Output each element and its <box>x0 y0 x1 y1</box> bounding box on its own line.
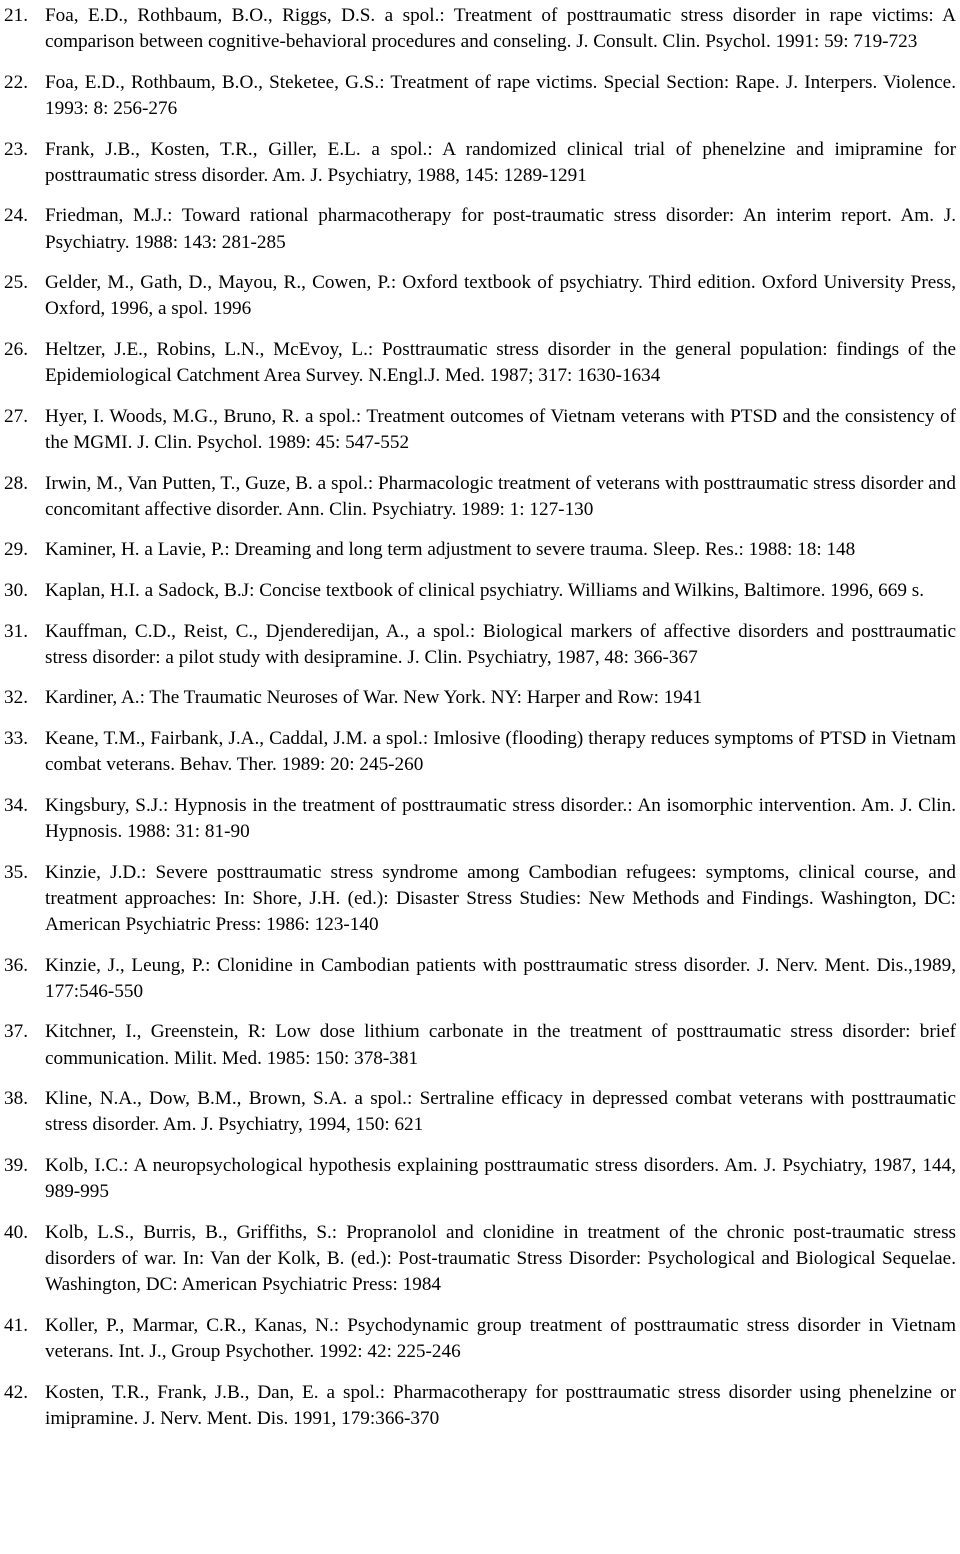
reference-entry <box>4 1380 956 1432</box>
reference-entry <box>4 793 956 845</box>
reference-number: 33. <box>4 727 28 749</box>
reference-text: Kaminer, H. a Lavie, P.: Dreaming and long term adjustment to severe trauma. Sleep. Res.: 1988: 18: 148 <box>45 539 856 561</box>
reference-entry <box>4 1086 956 1138</box>
reference-entry <box>4 270 956 322</box>
reference-number: 21. <box>4 5 28 26</box>
reference-number: 42. <box>4 1381 28 1403</box>
reference-number: 32. <box>4 687 28 709</box>
reference-entry <box>4 726 956 778</box>
reference-text: Friedman, M.J.: Toward rational pharmacotherapy for post-traumatic stress disorder: An interim report. Am. J. Psychiatry. 1988: 143: 281-285 <box>45 205 956 253</box>
reference-text: Kardiner, A.: The Traumatic Neuroses of War. New York. NY: Harper and Row: 1941 <box>45 687 703 709</box>
reference-entry <box>4 70 956 122</box>
reference-number: 34. <box>4 794 28 816</box>
reference-entry <box>4 137 956 189</box>
reference-number: 39. <box>4 1154 28 1176</box>
reference-entry <box>4 1313 956 1365</box>
reference-entry <box>4 619 956 671</box>
reference-number: 35. <box>4 861 28 883</box>
reference-entry <box>4 537 956 563</box>
reference-entry <box>4 1153 956 1205</box>
reference-number: 41. <box>4 1314 28 1336</box>
reference-entry <box>4 404 956 456</box>
reference-text: Kitchner, I., Greenstein, R: Low dose lithium carbonate in the treatment of posttraumatic stress disorder: brief communication. Milit. Med. 1985: 150: 378-381 <box>45 1021 956 1069</box>
reference-text: Kinzie, J.D.: Severe posttraumatic stress syndrome among Cambodian refugees: symptoms, clinical course, and treatment approaches: In: Shore, J.H. (ed.): Disaster Stress Studies: New Methods and Findings. Washington, DC: American Psychiatric Press: 1986: 123-140 <box>45 861 956 935</box>
reference-text: Heltzer, J.E., Robins, L.N., McEvoy, L.: Posttraumatic stress disorder in the general population: findings of the Epidemiological Catchment Area Survey. N.Engl.J. Med. 1987; 317: 1630-1634 <box>45 338 956 387</box>
reference-text: Kauffman, C.D., Reist, C., Djenderedijan, A., a spol.: Biological markers of affective disorders and posttraumatic stress disorder: a pilot study with desipramine. J. Clin. Psychiatry, 1987, 48: 366-367 <box>45 620 956 668</box>
reference-text: Gelder, M., Gath, D., Mayou, R., Cowen, P.: Oxford textbook of psychiatry. Third edition. Oxford University Press, Oxford, 1996, a spol. 1996 <box>45 272 956 320</box>
reference-number: 23. <box>4 138 28 160</box>
reference-text: Kaplan, H.I. a Sadock, B.J: Concise textbook of clinical psychiatry. Williams and Wilkins, Baltimore. 1996, 669 s. <box>45 579 924 601</box>
reference-text: Kingsbury, S.J.: Hypnosis in the treatment of posttraumatic stress disorder.: An isomorphic intervention. Am. J. Clin. Hypnosis. 1988: 31: 81-90 <box>45 794 956 842</box>
reference-text: Keane, T.M., Fairbank, J.A., Caddal, J.M. a spol.: Imlosive (flooding) therapy reduces symptoms of PTSD in Vietnam combat veterans. Behav. Ther. 1989: 20: 245-260 <box>45 727 956 776</box>
reference-text: Kolb, L.S., Burris, B., Griffiths, S.: Propranolol and clonidine in treatment of the chronic post-traumatic stress disorders of war. In: Van der Kolk, B. (ed.): Post-traumatic Stress Disorder: Psychological and Biological Sequelae. Washington, DC: American Psychiatric Press: 1984 <box>45 1221 956 1296</box>
reference-entry <box>4 1220 956 1299</box>
reference-entry <box>4 3 956 55</box>
reference-entry <box>4 337 956 389</box>
reference-entry <box>4 1019 956 1071</box>
reference-number: 31. <box>4 620 28 642</box>
reference-text: Kolb, I.C.: A neuropsychological hypothesis explaining posttraumatic stress disorders. Am. J. Psychiatry, 1987, 144, 989-995 <box>45 1154 956 1203</box>
reference-text: Irwin, M., Van Putten, T., Guze, B. a spol.: Pharmacologic treatment of veterans with posttraumatic stress disorder and concomitant affective disorder. Ann. Clin. Psychiatry. 1989: 1: 127-130 <box>45 472 956 520</box>
reference-number: 40. <box>4 1221 28 1243</box>
reference-number: 28. <box>4 472 28 494</box>
reference-entry <box>4 578 956 604</box>
reference-text: Frank, J.B., Kosten, T.R., Giller, E.L. a spol.: A randomized clinical trial of phenelzine and imipramine for posttraumatic stress disorder. Am. J. Psychiatry, 1988, 145: 1289-1291 <box>45 138 956 186</box>
reference-text: Foa, E.D., Rothbaum, B.O., Riggs, D.S. a spol.: Treatment of posttraumatic stress disorder in rape victims: A comparison between cognitive-behavioral procedures and conseling. J. Consult. Clin. Psychol. 1991: 59: 719-723 <box>45 5 956 53</box>
reference-text: Hyer, I. Woods, M.G., Bruno, R. a spol.: Treatment outcomes of Vietnam veterans with PTSD and the consistency of the MGMI. J. Clin. Psychol. 1989: 45: 547-552 <box>45 405 956 453</box>
reference-number: 36. <box>4 954 28 976</box>
reference-number: 25. <box>4 272 28 294</box>
reference-text: Foa, E.D., Rothbaum, B.O., Steketee, G.S.: Treatment of rape victims. Special Section: Rape. J. Interpers. Violence. 1993: 8: 256-276 <box>45 71 956 119</box>
reference-text: Kinzie, J., Leung, P.: Clonidine in Cambodian patients with posttraumatic stress disorder. J. Nerv. Ment. Dis.,1989, 177:546-550 <box>45 954 956 1002</box>
reference-number: 22. <box>4 71 28 93</box>
reference-entry <box>4 953 956 1005</box>
reference-entry <box>4 471 956 523</box>
reference-entry <box>4 203 956 255</box>
reference-text: Koller, P., Marmar, C.R., Kanas, N.: Psychodynamic group treatment of posttraumatic stress disorder in Vietnam veterans. Int. J., Group Psychother. 1992: 42: 225-246 <box>45 1314 956 1362</box>
reference-text: Kosten, T.R., Frank, J.B., Dan, E. a spol.: Pharmacotherapy for posttraumatic stress disorder using phenelzine or imipramine. J. Nerv. Ment. Dis. 1991, 179:366-370 <box>45 1381 956 1429</box>
reference-list <box>4 3 956 1432</box>
reference-number: 29. <box>4 539 28 561</box>
reference-number: 30. <box>4 579 28 601</box>
reference-number: 24. <box>4 205 28 227</box>
reference-entry <box>4 685 956 711</box>
reference-entry <box>4 860 956 939</box>
reference-number: 27. <box>4 405 28 427</box>
reference-number: 37. <box>4 1021 28 1043</box>
reference-number: 38. <box>4 1088 28 1110</box>
reference-text: Kline, N.A., Dow, B.M., Brown, S.A. a spol.: Sertraline efficacy in depressed combat veterans with posttraumatic stress disorder. Am. J. Psychiatry, 1994, 150: 621 <box>45 1088 956 1136</box>
reference-number: 26. <box>4 338 28 360</box>
